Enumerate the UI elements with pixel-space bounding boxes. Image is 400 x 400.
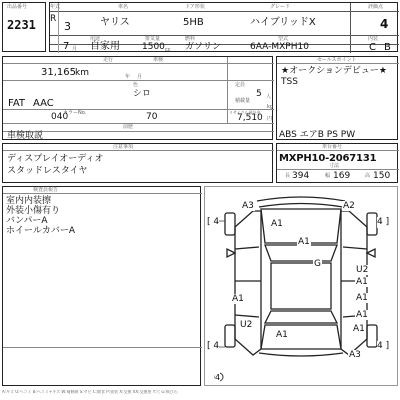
door-type: 5HB	[183, 17, 204, 28]
month-unit: 月	[72, 46, 78, 52]
doors-label: ドア形状	[185, 4, 205, 10]
damage-mark: A1	[271, 219, 283, 229]
model-label: 型式	[278, 36, 289, 42]
inspection-month-unit: 月	[137, 74, 143, 80]
displacement: 1500	[142, 42, 165, 52]
damage-mark: A1	[356, 310, 368, 320]
score-label: 評価点	[368, 4, 384, 10]
header-box	[49, 2, 398, 52]
notes-box	[2, 143, 273, 183]
color-number: 040	[51, 112, 69, 122]
width-label: 幅	[325, 173, 331, 179]
length-label: 長	[285, 173, 291, 179]
car-name-label: 車名	[118, 4, 129, 10]
sales-point-line2: TSS	[281, 77, 298, 87]
fuel: ガソリン	[185, 42, 222, 52]
height: 150	[373, 171, 391, 181]
model-code: 6AA-MXPH10	[250, 42, 309, 52]
inspector-line: バンパーA	[6, 216, 48, 226]
equipment: ABS エアB PS PW	[279, 130, 356, 140]
load-unit: kg	[267, 104, 274, 110]
tire-rear-right: 4 ]	[377, 341, 390, 351]
fuel-label: 燃料	[185, 36, 196, 42]
sales-point-label: セールスポイント	[317, 57, 357, 63]
damage-mark: A1	[298, 237, 310, 247]
damage-mark: A3	[349, 350, 361, 360]
recycle-fee: 7,510	[237, 113, 263, 123]
damage-mark: A1	[356, 277, 368, 287]
color-label: 色	[133, 82, 139, 88]
year-era: R	[50, 14, 57, 24]
damage-mark: A1	[276, 330, 288, 340]
damage-mark: G	[314, 259, 321, 269]
tire-rear-left: [ 4	[207, 341, 220, 351]
footer-legend: A:キズ U:ヘコミ B:ヘコミ+キズ W:補修跡 S:サビ C:腐食 P:塗装 X:交換 XX:交換要 Y:穴 G:飛び石	[2, 390, 178, 394]
year-number: 3	[64, 20, 71, 33]
usage: 自家用	[90, 41, 120, 52]
dimensions-label: 寸法	[329, 163, 340, 169]
tire-front-right: 4 ]	[377, 217, 390, 227]
mileage-unit: km	[75, 68, 89, 78]
sales-point-line1: ★オークションデビュー★	[281, 66, 387, 76]
sales-point-box	[276, 56, 398, 140]
interior-grade: C	[369, 42, 376, 53]
air-conditioner: AAC	[33, 98, 54, 109]
mileage: 31,165	[41, 67, 76, 78]
grade: ハイブリッドX	[250, 17, 316, 28]
capacity-unit: 人	[266, 94, 272, 100]
inspector-box	[2, 186, 201, 386]
length: 394	[292, 171, 310, 181]
year-month: 7	[63, 41, 70, 52]
color: シロ	[133, 89, 152, 99]
load-label: 積載量	[235, 98, 251, 104]
history-label: 前歴	[123, 124, 134, 130]
tire-front-left: [ 4	[207, 217, 220, 227]
color-no-label: カラーNo.	[63, 110, 87, 116]
damage-mark: U2	[356, 265, 369, 275]
lot-number: 2231	[7, 18, 36, 32]
capacity: 5	[256, 89, 262, 99]
inspector-label: 検査員報告	[33, 187, 59, 193]
inspection-year-unit: 年	[125, 74, 131, 80]
damage-mark: A2	[343, 201, 355, 211]
recycle-label: リサイクル預託金	[229, 110, 261, 115]
chassis-box	[276, 143, 398, 183]
grade-label: グレード	[270, 4, 291, 10]
damage-mark: A3	[242, 201, 254, 211]
inspector-line: 室内内装擦	[6, 196, 52, 206]
mileage-label: 走行	[103, 57, 114, 63]
car-diagram	[204, 186, 398, 386]
lot-box	[2, 2, 46, 52]
lot-label: 出品番号	[7, 4, 28, 10]
damage-mark: A1	[356, 293, 368, 303]
inspection-label: 車検	[153, 57, 164, 63]
chassis-number: MXPH10-2067131	[279, 153, 377, 164]
spec-box	[2, 56, 273, 140]
score: 4	[380, 17, 389, 31]
height-label: 高	[365, 173, 371, 179]
year-label: 年式	[50, 4, 61, 10]
capacity-label: 定員	[235, 82, 246, 88]
inspector-line: ホイールカバーA	[6, 226, 75, 236]
displacement-unit: cc	[165, 47, 171, 53]
mission: FAT	[8, 98, 26, 109]
displacement-label: 排気量	[145, 36, 161, 42]
chassis-label: 車台番号	[322, 144, 343, 150]
width: 169	[333, 171, 351, 181]
exterior-grade: B	[384, 42, 391, 53]
interior-label: 内装	[368, 36, 379, 42]
history: 車検取説	[7, 131, 44, 141]
color-code: 70	[146, 112, 158, 122]
car-name: ヤリス	[100, 17, 130, 28]
damage-mark: A1	[353, 324, 365, 334]
notes-line2: スタッドレスタイヤ	[7, 166, 88, 176]
inspector-line: 外装小傷有り	[6, 206, 61, 216]
notes-label: 注意事項	[113, 144, 134, 150]
usage-label: 用途	[90, 36, 101, 42]
notes-line1: ディスプレイオーディオ	[7, 154, 104, 164]
damage-mark: U2	[240, 320, 253, 330]
damage-mark: A1	[232, 294, 244, 304]
recycle-unit: 円	[267, 116, 273, 122]
spare-tire: 4	[215, 373, 221, 382]
